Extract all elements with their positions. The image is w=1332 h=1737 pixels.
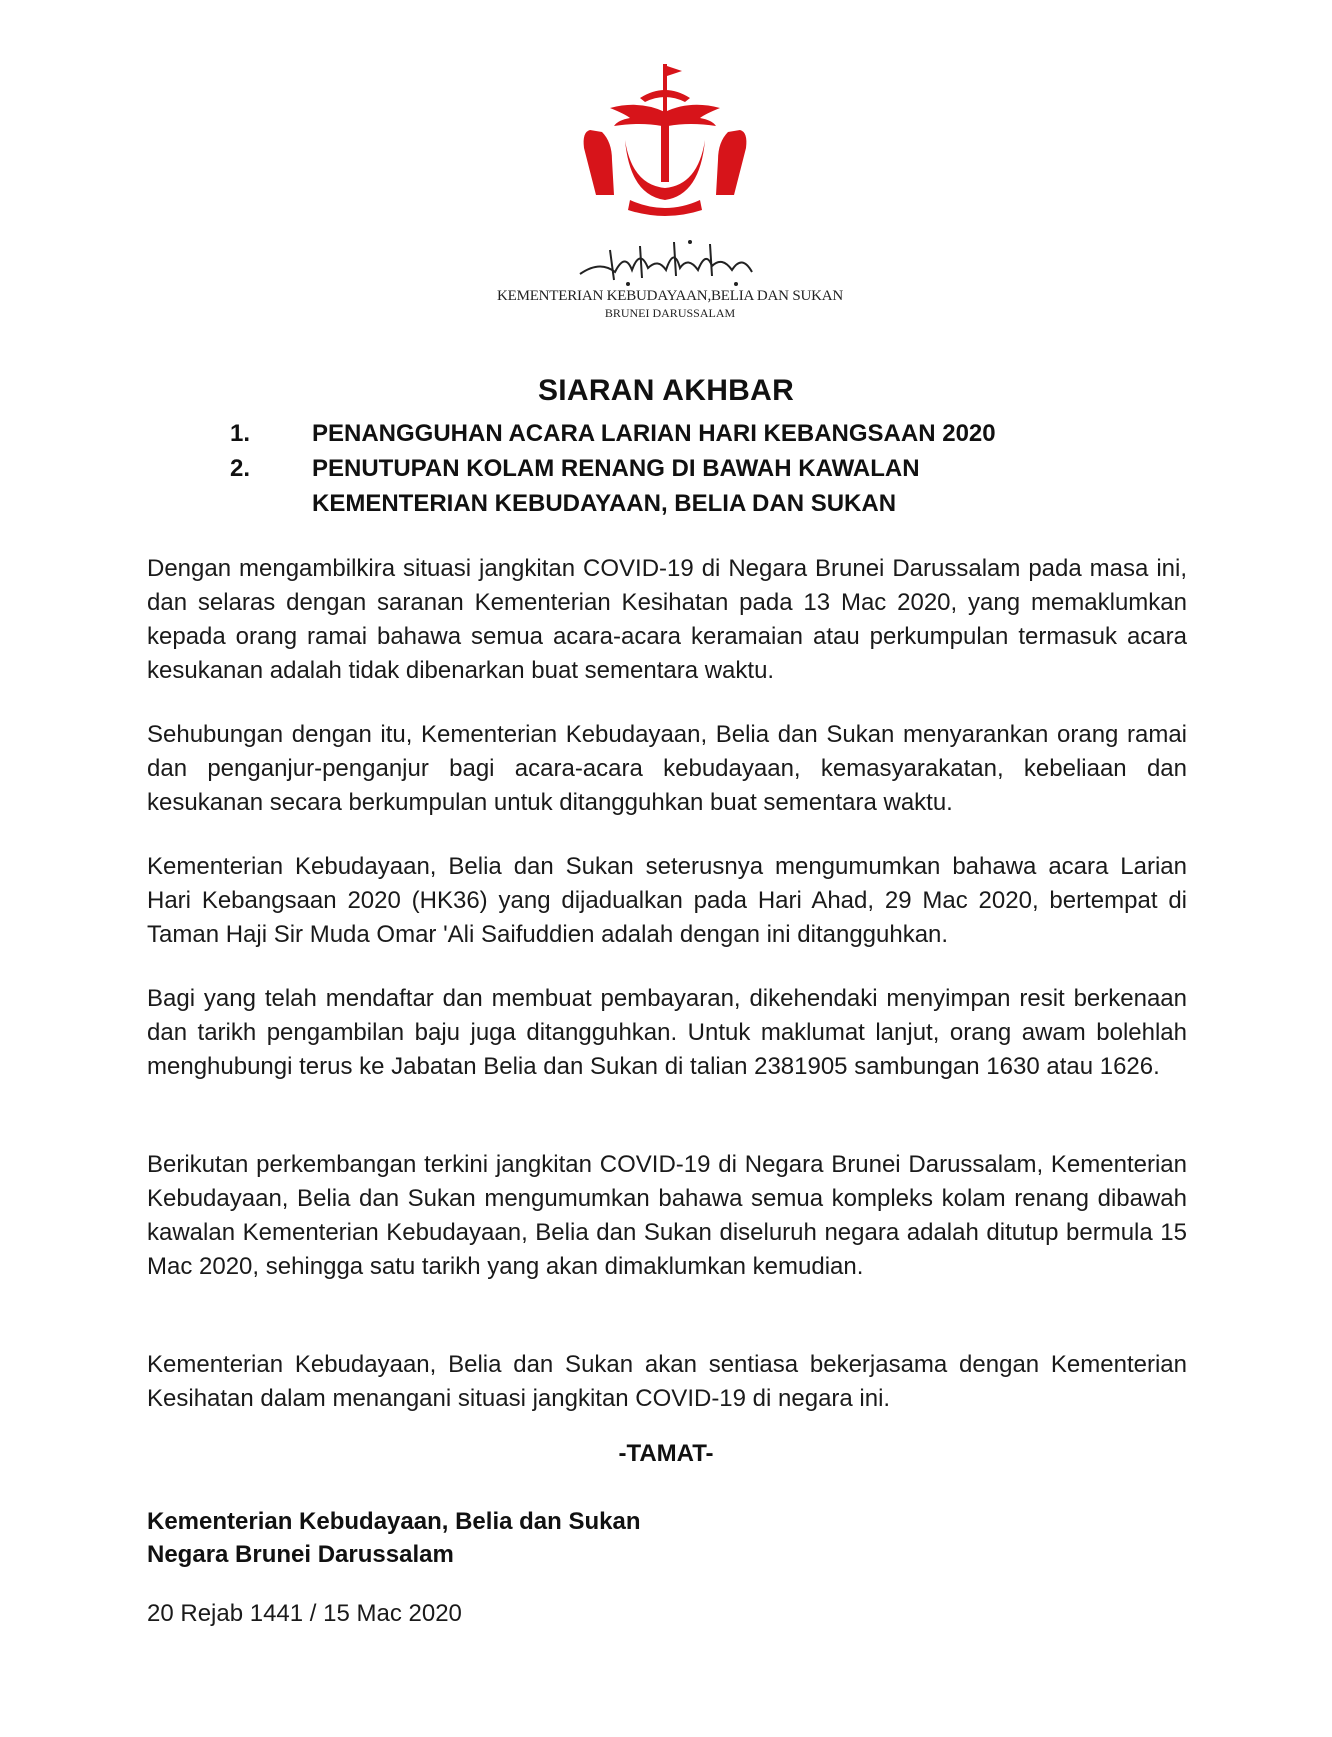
paragraph: Kementerian Kebudayaan, Belia dan Sukan seterusnya mengumumkan bahawa acara Larian Hari Kebangsaan 2020 (HK36) yang dijadualkan pada Hari Ahad, 29 Mac 2020, bertempat di Taman Haji Sir Muda Omar 'Ali Saifuddien adalah dengan ini ditangguhkan. (147, 853, 1187, 948)
subject-line: KEMENTERIAN KEBUDAYAAN, BELIA DAN SUKAN (312, 490, 897, 517)
ministry-name: KEMENTERIAN KEBUDAYAAN,BELIA DAN SUKAN (496, 288, 843, 304)
paragraph: Bagi yang telah mendaftar dan membuat pembayaran, dikehendaki menyimpan resit berkenaan dan tarikh pengambilan baju juga ditangguhkan. Untuk maklumat lanjut, orang awam bolehlah menghubungi terus ke Jabatan Belia dan Sukan di talian 2381905 sambungan 1630 atau 1626. (147, 985, 1187, 1080)
release-date: 20 Rejab 1441 / 15 Mac 2020 (147, 1600, 462, 1627)
subject-line: PENANGGUHAN ACARA LARIAN HARI KEBANGSAAN 2020 (312, 420, 996, 447)
subject-number: 2. (230, 455, 251, 482)
ministry-country: BRUNEI DARUSSALAM (604, 306, 736, 320)
signoff-country: Negara Brunei Darussalam (147, 1541, 454, 1568)
subject-number: 1. (230, 420, 251, 447)
ministry-jawi-script (570, 230, 770, 290)
paragraph: Sehubungan dengan itu, Kementerian Kebudayaan, Belia dan Sukan menyarankan orang ramai dan penganjur-penganjur bagi acara-acara kebudayaan, kemasyarakatan, kebeliaan dan kesukanan secara berkumpulan untuk ditangguhkan buat sementara waktu. (147, 721, 1187, 816)
paragraph: Dengan mengambilkira situasi jangkitan COVID-19 di Negara Brunei Darussalam pada masa ini, dan selaras dengan saranan Kementerian Kesihatan pada 13 Mac 2020, yang memaklumkan kepada orang ramai bahawa semua acara-acara keramaian atau perkumpulan termasuk acara kesukanan adalah tidak dibenarkan buat sementara waktu. (147, 555, 1187, 684)
brunei-crest-logo (570, 60, 760, 220)
signoff-ministry: Kementerian Kebudayaan, Belia dan Sukan (147, 1508, 641, 1535)
end-marker: -TAMAT- (618, 1440, 714, 1467)
paragraph: Kementerian Kebudayaan, Belia dan Sukan akan sentiasa bekerjasama dengan Kementerian Kesihatan dalam menangani situasi jangkitan COVID-19 di negara ini. (147, 1351, 1187, 1412)
document-title: SIARAN AKHBAR (537, 374, 795, 407)
paragraph: Berikutan perkembangan terkini jangkitan COVID-19 di Negara Brunei Darussalam, Kementerian Kebudayaan, Belia dan Sukan mengumumkan bahawa semua kompleks kolam renang dibawah kawalan Kementerian Kebudayaan, Belia dan Sukan diseluruh negara adalah ditutup bermula 15 Mac 2020, sehingga satu tarikh yang akan dimaklumkan kemudian. (147, 1151, 1187, 1280)
subject-line: PENUTUPAN KOLAM RENANG DI BAWAH KAWALAN (312, 455, 920, 482)
